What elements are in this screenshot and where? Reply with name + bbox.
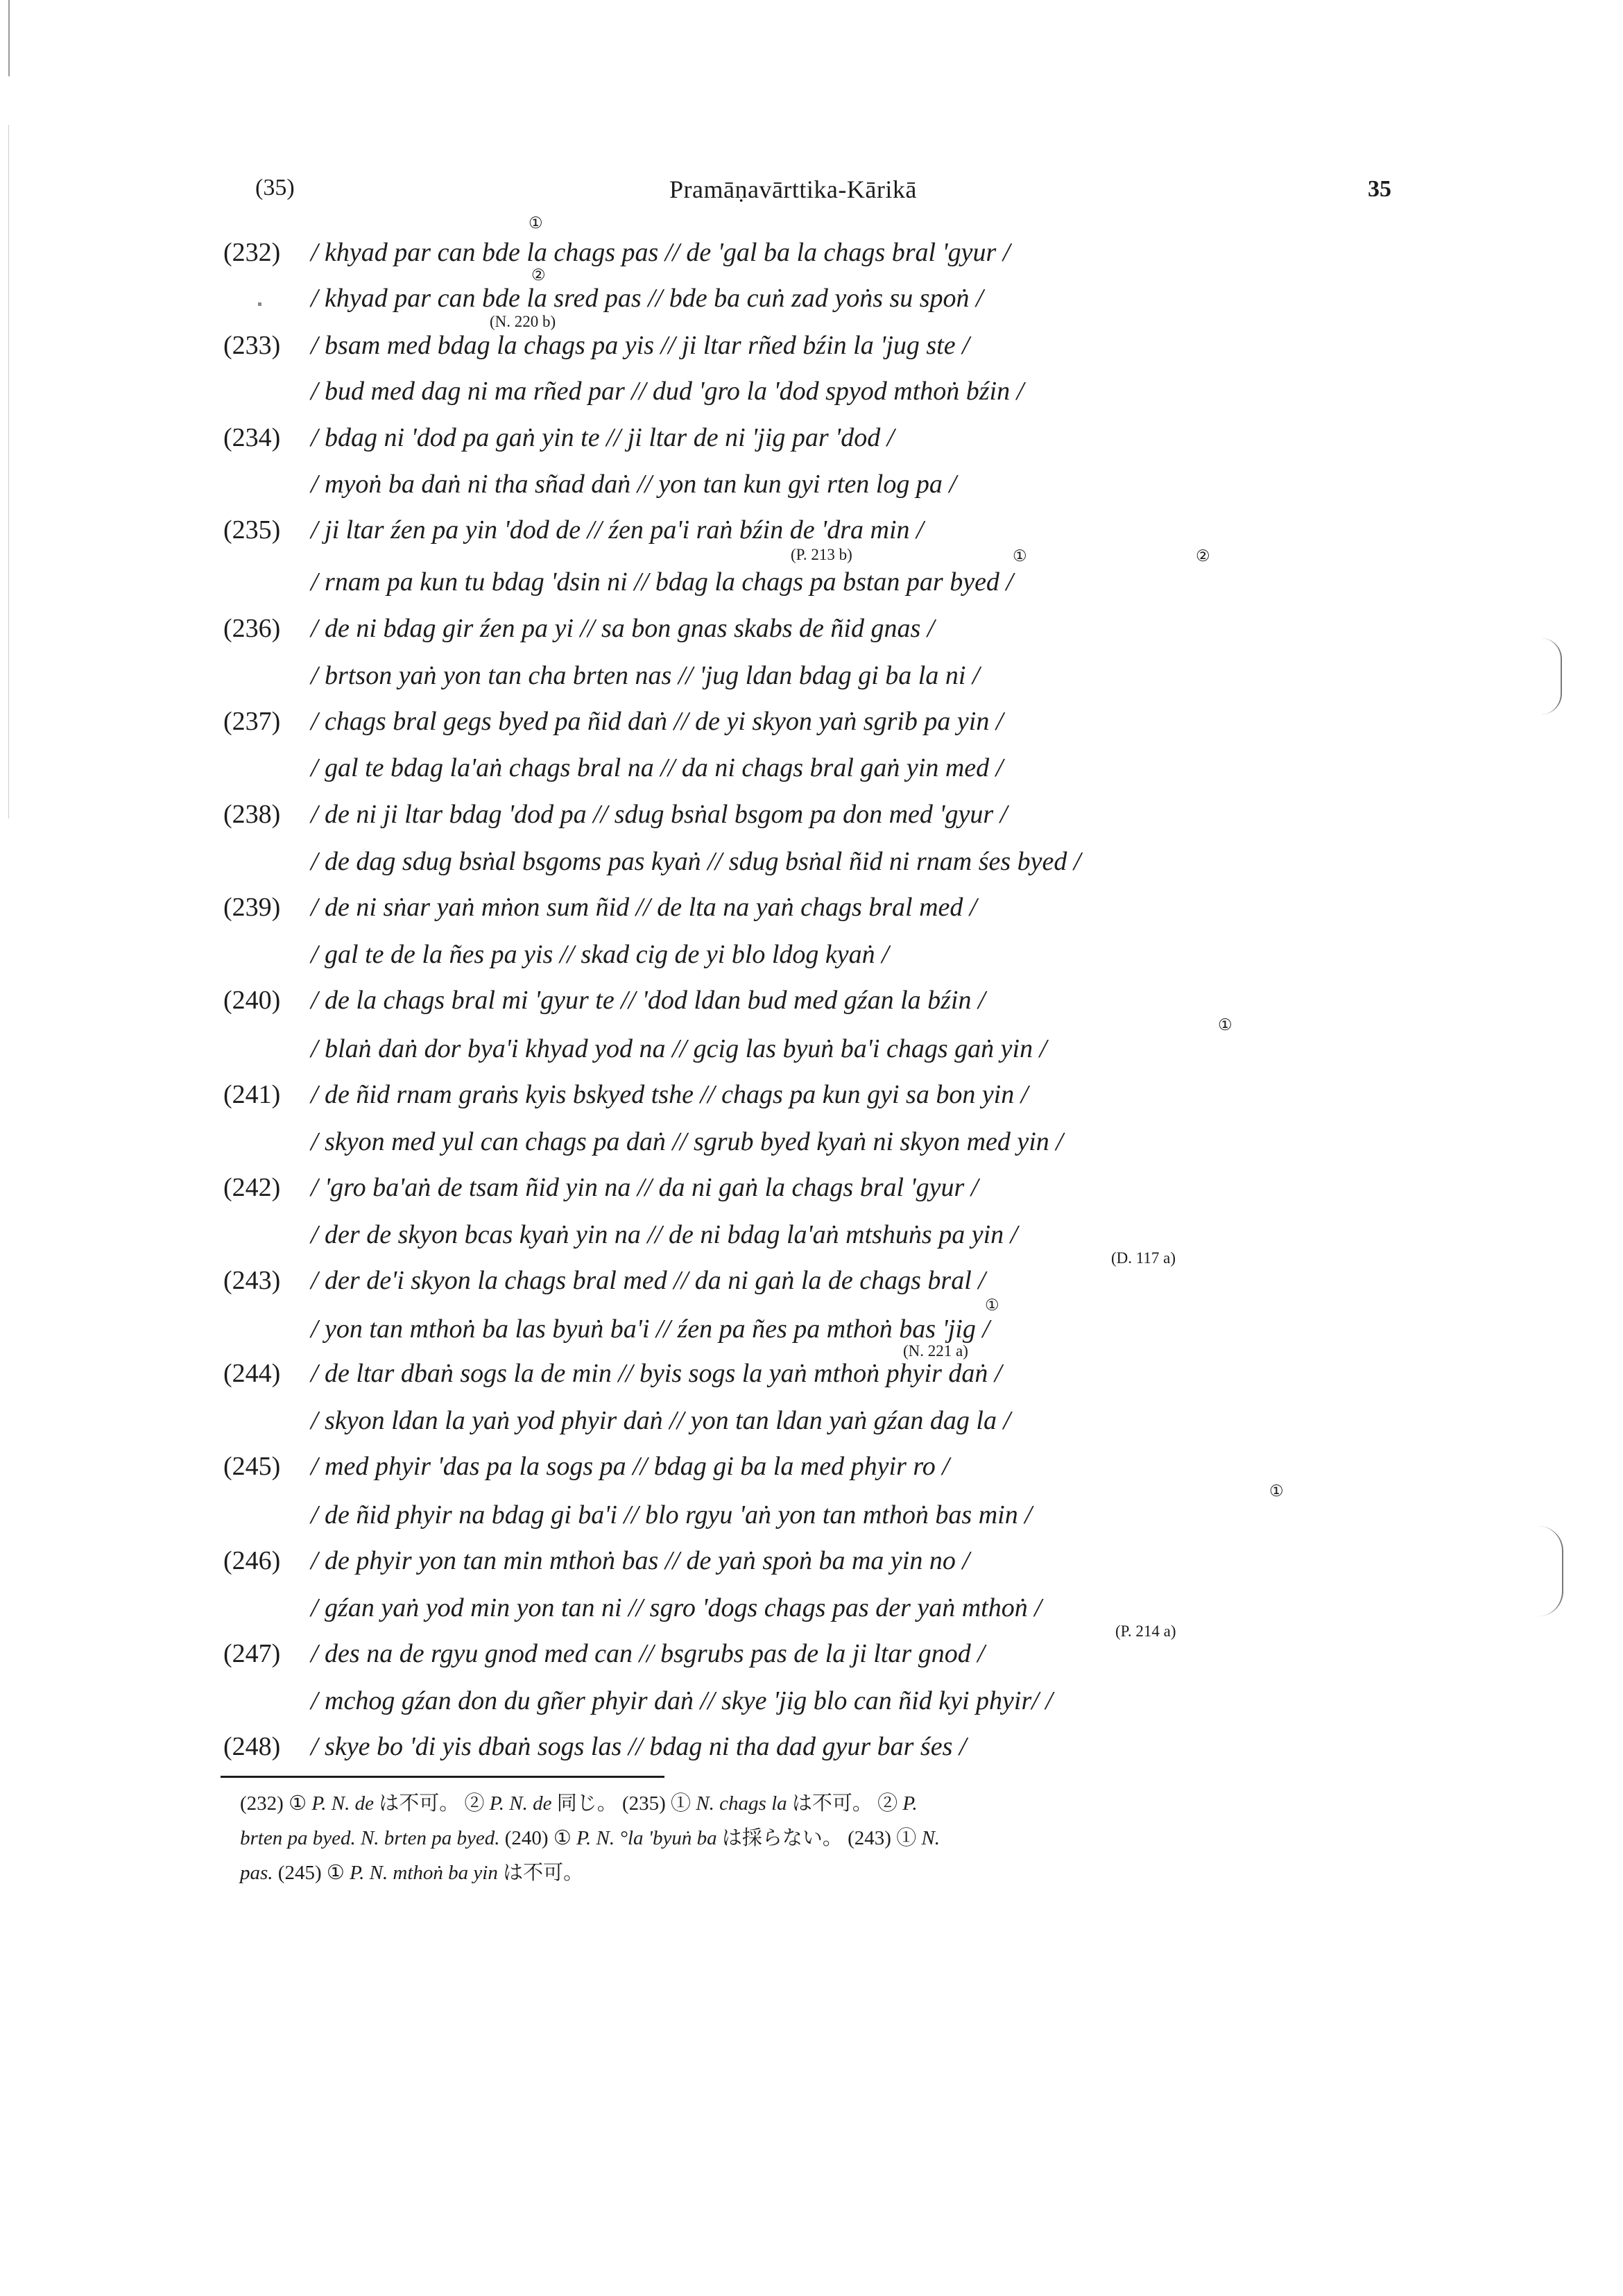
verse-number: (242) <box>223 1173 281 1202</box>
verse-number: (232) <box>223 238 281 267</box>
verse-line-b: / myoṅ ba daṅ ni tha sñad daṅ // yon tan kun gyi rten log pa / <box>311 470 956 499</box>
fn-siglum: P. N. de <box>489 1792 552 1815</box>
verse-number: (241) <box>223 1080 281 1109</box>
verse-line-a: / bsam med bdag la chags pa yis // ji ltar rñed bźin la 'jug ste / <box>311 331 970 360</box>
verse-line-b: / der de skyon bcas kyaṅ yin na // de ni bdag la'aṅ mtshuṅs pa yin / <box>311 1220 1018 1249</box>
edition-ref-n220b: (N. 220 b) <box>490 313 556 330</box>
verse-line-a: / bdag ni 'dod pa gaṅ yin te // ji ltar de ni 'jig par 'dod / <box>311 423 895 452</box>
verse-line-b: / khyad par can bde la sred pas // bde ba cuṅ zad yoṅs su spoṅ / <box>311 284 984 313</box>
verse-number: (246) <box>223 1546 281 1575</box>
fn-text: (240) ① <box>499 1827 577 1849</box>
fn-siglum: P. N. mthoṅ ba yin <box>350 1862 498 1884</box>
fn-text: は不可。 ② <box>374 1792 490 1815</box>
footnote-line-3 <box>240 1860 583 1885</box>
verse-number: (237) <box>223 707 281 736</box>
page-number: 35 <box>1368 176 1391 202</box>
fn-text: は不可。 ② <box>787 1792 903 1815</box>
footnote-line-1 <box>240 1791 918 1816</box>
running-header-title: Pramāṇavārttika-Kārikā <box>669 175 917 203</box>
verse-line-b: / gal te de la ñes pa yis // skad cig de yi blo ldog kyaṅ / <box>311 940 889 969</box>
scan-shadow-arc <box>1541 638 1562 714</box>
verse-number: (245) <box>223 1452 281 1481</box>
edition-ref-p214a: (P. 214 a) <box>1115 1622 1176 1640</box>
verse-line-b: / skyon med yul can chags pa daṅ // sgrub byed kyaṅ ni skyon med yin / <box>311 1127 1063 1156</box>
fn-siglum: pas. <box>240 1862 273 1884</box>
verse-line-b: / skyon ldan la yaṅ yod phyir daṅ // yon tan ldan yaṅ gźan dag la / <box>311 1406 1011 1435</box>
verse-line-a: / de phyir yon tan min mthoṅ bas // de yaṅ spoṅ ba ma yin no / <box>311 1546 970 1575</box>
verse-line-a: / de la chags bral mi 'gyur te // 'dod ldan bud med gźan la bźin / <box>311 986 986 1015</box>
verse-line-b: / gal te bdag la'aṅ chags bral na // da ni chags bral gaṅ yin med / <box>311 753 1004 782</box>
footnote-marker-2: ② <box>531 266 546 284</box>
footnote-marker-1: ① <box>529 214 543 232</box>
fn-siglum: P. N. de <box>311 1792 375 1815</box>
verse-number: (243) <box>223 1266 281 1295</box>
footnote-marker-1: ① <box>1013 547 1027 565</box>
footnote-marker-2: ② <box>1196 547 1210 565</box>
verse-line-b: / brtson yaṅ yon tan cha brten nas // 'jug ldan bdag gi ba la ni / <box>311 661 980 690</box>
verse-line-a: / 'gro ba'aṅ de tsam ñid yin na // da ni gaṅ la chags bral 'gyur / <box>311 1173 979 1202</box>
fn-siglum: brten pa byed. N. brten pa byed. <box>240 1827 500 1849</box>
verse-line-a: / med phyir 'das pa la sogs pa // bdag gi ba la med phyir ro / <box>311 1452 950 1481</box>
fn-text: 同じ。 (235) ① <box>551 1792 696 1815</box>
fn-text: は不可。 <box>497 1862 584 1884</box>
edition-ref-p213b: (P. 213 b) <box>791 546 852 563</box>
fn-text: (245) ① <box>273 1862 350 1884</box>
verse-line-b: / gźan yaṅ yod min yon tan ni // sgro 'dogs chags pas der yaṅ mthoṅ / <box>311 1593 1042 1622</box>
footnote-marker-1: ① <box>1269 1482 1284 1500</box>
edition-ref-d117a: (D. 117 a) <box>1111 1249 1176 1267</box>
verse-number: (244) <box>223 1359 281 1388</box>
verse-number: (247) <box>223 1639 281 1668</box>
verse-line-a: / de ni ji ltar bdag 'dod pa // sdug bsṅal bsgom pa don med 'gyur / <box>311 800 1008 829</box>
verse-line-a: / chags bral gegs byed pa ñid daṅ // de yi skyon yaṅ sgrib pa yin / <box>311 707 1004 736</box>
verse-line-a: / der de'i skyon la chags bral med // da ni gaṅ la de chags bral / <box>311 1266 986 1295</box>
footnote-line-2 <box>240 1826 940 1851</box>
verse-number: (235) <box>223 515 281 545</box>
scan-shadow-arc <box>1538 1526 1563 1616</box>
verse-line-b: / de dag sdug bsṅal bsgoms pas kyaṅ // sdug bsṅal ñid ni rnam śes byed / <box>311 847 1081 876</box>
verse-line-b: / bud med dag ni ma rñed par // dud 'gro la 'dod spyod mthoṅ bźin / <box>311 377 1024 406</box>
verse-line-a: / de ni sṅar yaṅ mṅon sum ñid // de lta na yaṅ chags bral med / <box>311 893 977 922</box>
verse-number: (238) <box>223 800 281 829</box>
verse-line-a: / ji ltar źen pa yin 'dod de // źen pa'i raṅ bźin de 'dra min / <box>311 515 924 545</box>
verse-line-a: / khyad par can bde la chags pas // de 'gal ba la chags bral 'gyur / <box>311 238 1011 267</box>
verse-line-a: / skye bo 'di yis dbaṅ sogs las // bdag ni tha dad gyur bar śes / <box>311 1732 967 1761</box>
verse-number: (248) <box>223 1732 281 1761</box>
fn-text: (232) ① <box>240 1792 312 1815</box>
verse-line-a: / des na de rgyu gnod med can // bsgrubs pas de la ji ltar gnod / <box>311 1639 985 1668</box>
verse-line-a: / de ñid rnam graṅs kyis bskyed tshe // chags pa kun gyi sa bon yin / <box>311 1080 1029 1109</box>
verse-number: (239) <box>223 893 281 922</box>
fn-siglum: P. <box>902 1792 918 1815</box>
footnote-marker-1: ① <box>985 1296 999 1314</box>
scan-margin-line <box>8 125 9 819</box>
footnote-rule <box>221 1776 664 1778</box>
scan-speck <box>258 302 261 306</box>
verse-line-a: / de ltar dbaṅ sogs la de min // byis sogs la yaṅ mthoṅ phyir daṅ / <box>311 1359 1002 1388</box>
verse-line-a: / de ni bdag gir źen pa yi // sa bon gnas skabs de ñid gnas / <box>311 614 935 643</box>
footnote-marker-1: ① <box>1218 1016 1233 1034</box>
fn-siglum: N. <box>921 1827 941 1849</box>
verse-number: (236) <box>223 614 281 643</box>
verse-number: (234) <box>223 423 281 452</box>
verse-line-b: / blaṅ daṅ dor bya'i khyad yod na // gcig las byuṅ ba'i chags gaṅ yin / <box>311 1034 1047 1063</box>
verse-line-b: / rnam pa kun tu bdag 'dsin ni // bdag la chags pa bstan par byed / <box>311 567 1013 597</box>
verse-line-b: / de ñid phyir na bdag gi ba'i // blo rgyu 'aṅ yon tan mthoṅ bas min / <box>311 1500 1032 1530</box>
scan-margin-line <box>8 0 10 76</box>
verse-number: (240) <box>223 986 281 1015</box>
fn-text: は採らない。 (243) ① <box>716 1827 922 1849</box>
fn-siglum: N. chags la <box>696 1792 787 1815</box>
verse-line-b: / mchog gźan don du gñer phyir daṅ // skye 'jig blo can ñid kyi phyir/ / <box>311 1686 1053 1715</box>
fn-siglum: P. N. °la 'byuṅ ba <box>576 1827 717 1849</box>
verse-number: (233) <box>223 331 281 360</box>
running-header-number: (35) <box>255 175 295 200</box>
verse-line-b: / yon tan mthoṅ ba las byuṅ ba'i // źen pa ñes pa mthoṅ bas 'jig / <box>311 1314 990 1344</box>
edition-ref-n221a: (N. 221 a) <box>903 1342 968 1360</box>
